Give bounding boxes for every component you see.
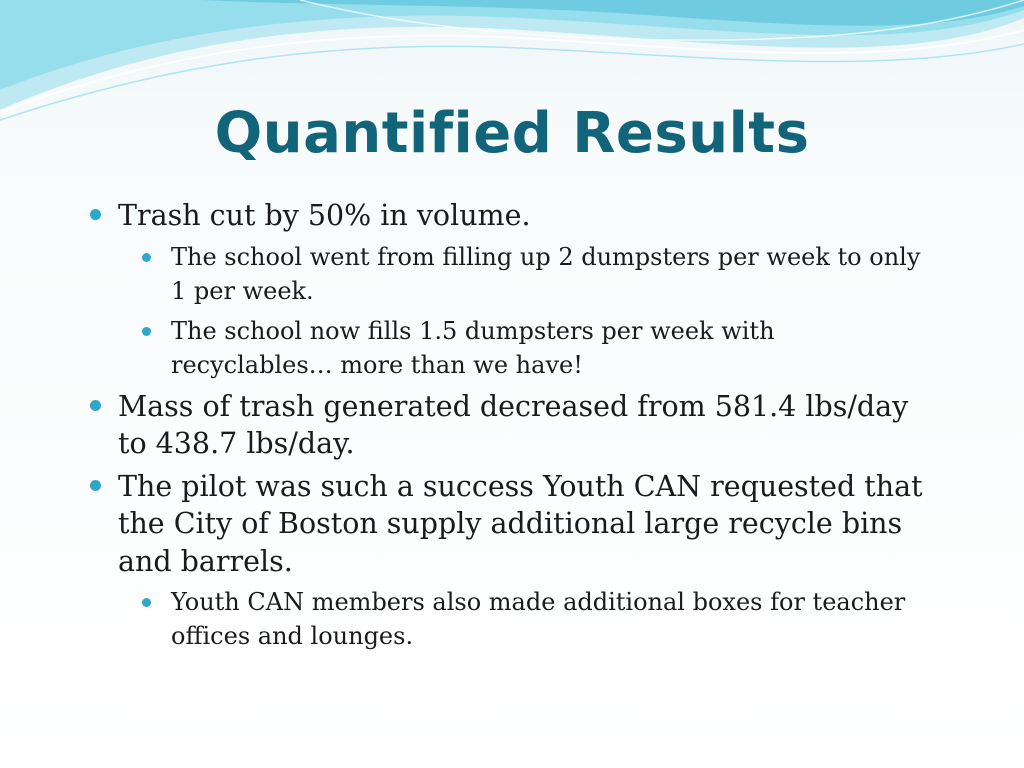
bullet-dot-icon <box>90 209 101 220</box>
bullet-item <box>86 197 926 235</box>
sub-bullet-item <box>86 314 926 382</box>
bullet-dot-icon <box>142 253 151 262</box>
bullet-dot-icon <box>90 480 101 491</box>
bullet-dot-icon <box>90 400 101 411</box>
bullet-text: The pilot was such a success Youth CAN requested that the City of Boston supply additional large recycle bins and barrels. <box>118 469 923 578</box>
bullet-item <box>86 388 926 463</box>
bullet-text: Mass of trash generated decreased from 581.4 lbs/day to 438.7 lbs/day. <box>118 389 909 460</box>
bullet-dot-icon <box>142 598 151 607</box>
bullet-item <box>86 468 926 581</box>
bullet-text: Trash cut by 50% in volume. <box>118 199 531 232</box>
slide-title: Quantified Results <box>214 101 810 166</box>
sub-bullet-text: The school now fills 1.5 dumpsters per week with recyclables… more than we have! <box>171 316 775 379</box>
sub-bullet-text: The school went from filling up 2 dumpsters per week to only 1 per week. <box>171 242 921 305</box>
sub-bullet-text: Youth CAN members also made additional boxes for teacher offices and lounges. <box>171 588 906 650</box>
bullet-list <box>86 197 926 659</box>
sub-bullet-item <box>86 585 926 653</box>
bullet-dot-icon <box>142 327 151 336</box>
sub-bullet-item <box>86 240 926 308</box>
